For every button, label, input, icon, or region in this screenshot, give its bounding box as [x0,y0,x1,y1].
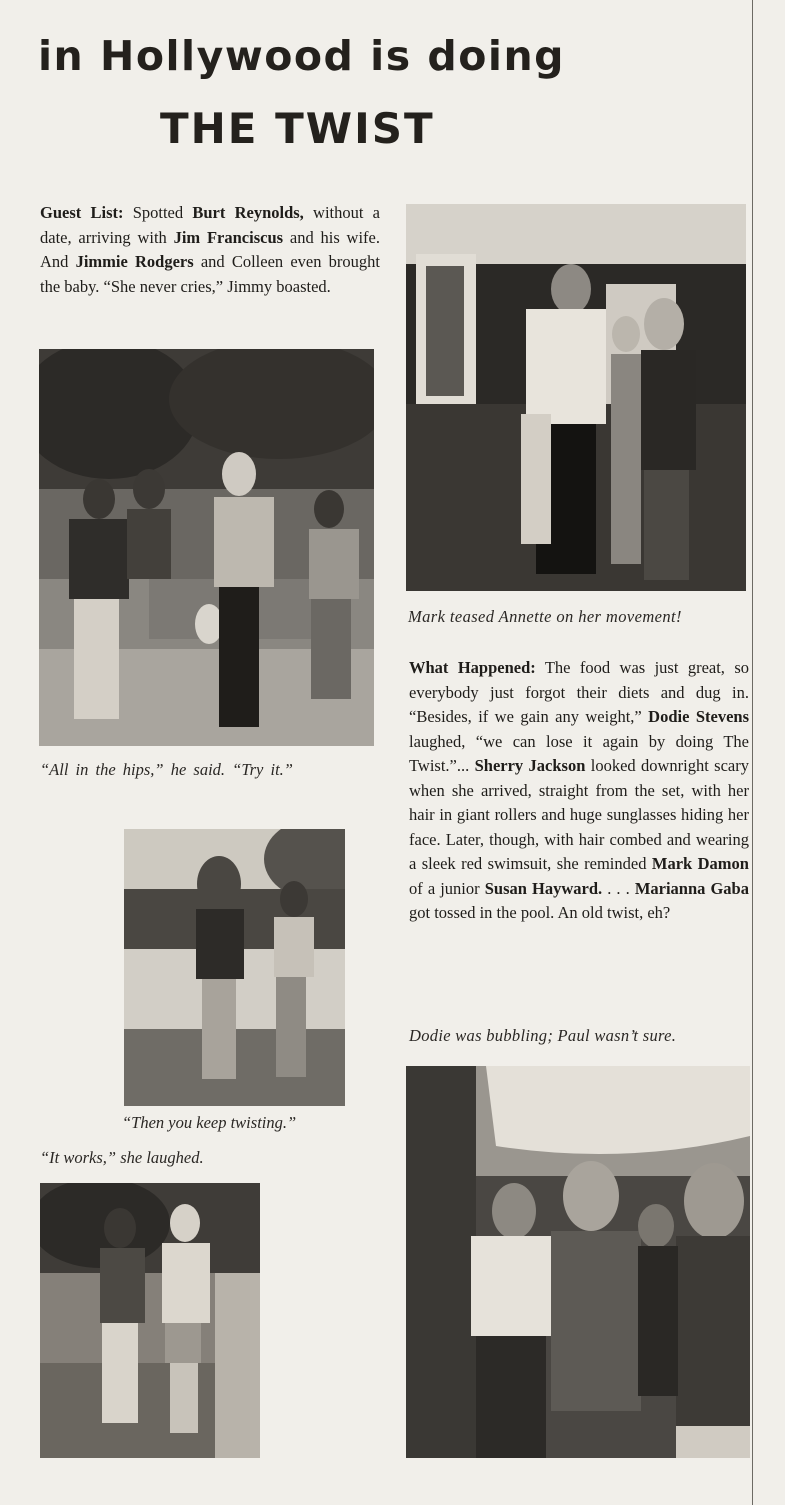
guest-list-paragraph [40,201,380,299]
name-marianna-gaba: Marianna Gaba [634,878,749,898]
text-run: and his wife. And [40,227,380,271]
caption-keep-twisting: “Then you keep twisting.” [122,1113,297,1132]
caption-mark-annette: Mark teased Annette on her movement! [408,607,682,626]
guest-list-label: Guest List: [40,203,124,222]
photo-couple-twisting [124,829,345,1106]
text-run: Spotted [123,203,193,222]
caption-it-works: “It works,” she laughed. [40,1148,204,1167]
page-edge-line [752,0,753,1505]
name-mark-damon: Mark Damon [651,854,749,873]
photo-mark-annette [406,204,746,591]
text-run: laughed, “we can lose it again by doing The Twist.”... [409,731,749,775]
name-jim-franciscus: Jim Franciscus [173,227,284,247]
name-dodie-stevens: Dodie Stevens [648,707,750,726]
text-run: . . . [602,878,635,898]
photo-couple-lawn [40,1183,260,1458]
name-sherry-jackson: Sherry Jackson [474,756,586,775]
name-susan-hayward: Susan Hayward. [484,878,603,898]
text-run: looked downright scary when she arrived, straight from the set, with her hair in giant rollers and huge sunglasses hiding her face. Later, though, with hair combed and wearing a sleek red swimsuit, she reminded [409,756,749,873]
text-run: and Colleen even brought the baby. “She never cries,” Jimmy boasted. [40,252,380,296]
photo-group-twisting [39,349,374,746]
headline-line-2: THE TWIST [160,104,435,153]
what-happened-label: What Happened: [409,658,536,677]
what-happened-paragraph [409,656,749,926]
caption-hips: “All in the hips,” he said. “Try it.” [40,760,293,779]
text-run: got tossed in the pool. An old twist, eh? [409,903,671,922]
text-run: of a junior [409,878,485,898]
headline-line-1: in Hollywood is doing [38,32,566,80]
name-burt-reynolds: Burt Reynolds, [192,203,304,222]
caption-dodie-paul: Dodie was bubbling; Paul wasn’t sure. [409,1026,677,1045]
text-run: The food was just great, so everybody just forgot their diets and dug in. “Besides, if we gain any weight,” [409,658,749,726]
text-run: without a date, arriving with [40,203,381,247]
name-jimmie-rodgers: Jimmie Rodgers [75,252,194,271]
photo-group-umbrella [406,1066,750,1458]
